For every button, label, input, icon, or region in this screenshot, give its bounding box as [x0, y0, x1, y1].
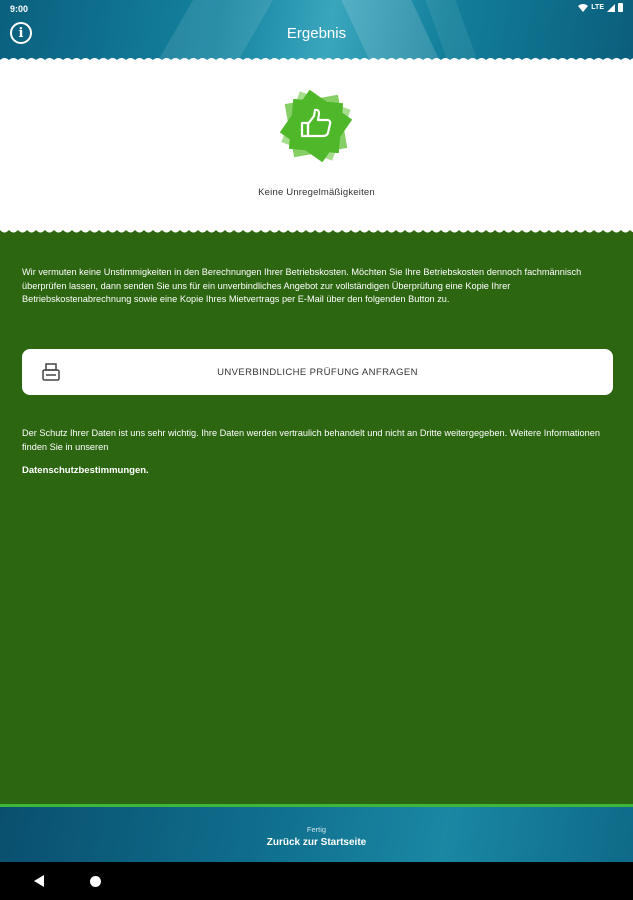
- wifi-icon: [578, 4, 588, 12]
- request-review-button[interactable]: [22, 349, 613, 395]
- wave-divider-top: [0, 56, 633, 64]
- page-title: Ergebnis: [286, 25, 347, 42]
- back-to-home-button[interactable]: [0, 807, 633, 862]
- privacy-text: Der Schutz Ihrer Daten ist uns sehr wichtig. Ihre Daten werden vertraulich behandelt und nicht an Dritte weitergegeben. Weitere Informationen finden Sie in unseren: [22, 428, 600, 452]
- signal-icon: [607, 4, 615, 12]
- info-icon: i: [18, 25, 24, 41]
- status-bar: [0, 0, 633, 18]
- home-icon[interactable]: [90, 876, 101, 887]
- result-label: Keine Unregelmäßigkeiten: [258, 187, 375, 198]
- battery-icon: [618, 3, 623, 12]
- printer-icon: [42, 363, 60, 381]
- request-review-label: UNVERBINDLICHE PRÜFUNG ANFRAGEN: [217, 366, 418, 378]
- intro-text: Wir vermuten keine Unstimmigkeiten in den Berechnungen Ihrer Betriebskosten. Möchten Sie Ihre Betriebskosten dennoch fachmännisch überprüfen lassen, dann senden Sie uns für ein unverbindliches Angebot zur vollständigen Überprüfung eine Kopie Ihrer Betriebskostenabrechnung sowie eine Kopie Ihres Mietvertrags per E-Mail über den folgenden Button zu.: [22, 267, 582, 304]
- system-navigation-bar: [0, 862, 633, 900]
- footer-main-label: Zurück zur Startseite: [266, 837, 367, 848]
- wave-divider-bottom: [0, 226, 633, 236]
- network-type: LTE: [591, 4, 604, 11]
- back-icon[interactable]: [34, 875, 44, 887]
- status-time: 9:00: [10, 4, 29, 14]
- thumbs-up-badge: [276, 86, 356, 166]
- privacy-policy-link[interactable]: Datenschutzbestimmungen.: [22, 465, 149, 476]
- footer-small-label: Fertig: [306, 825, 327, 834]
